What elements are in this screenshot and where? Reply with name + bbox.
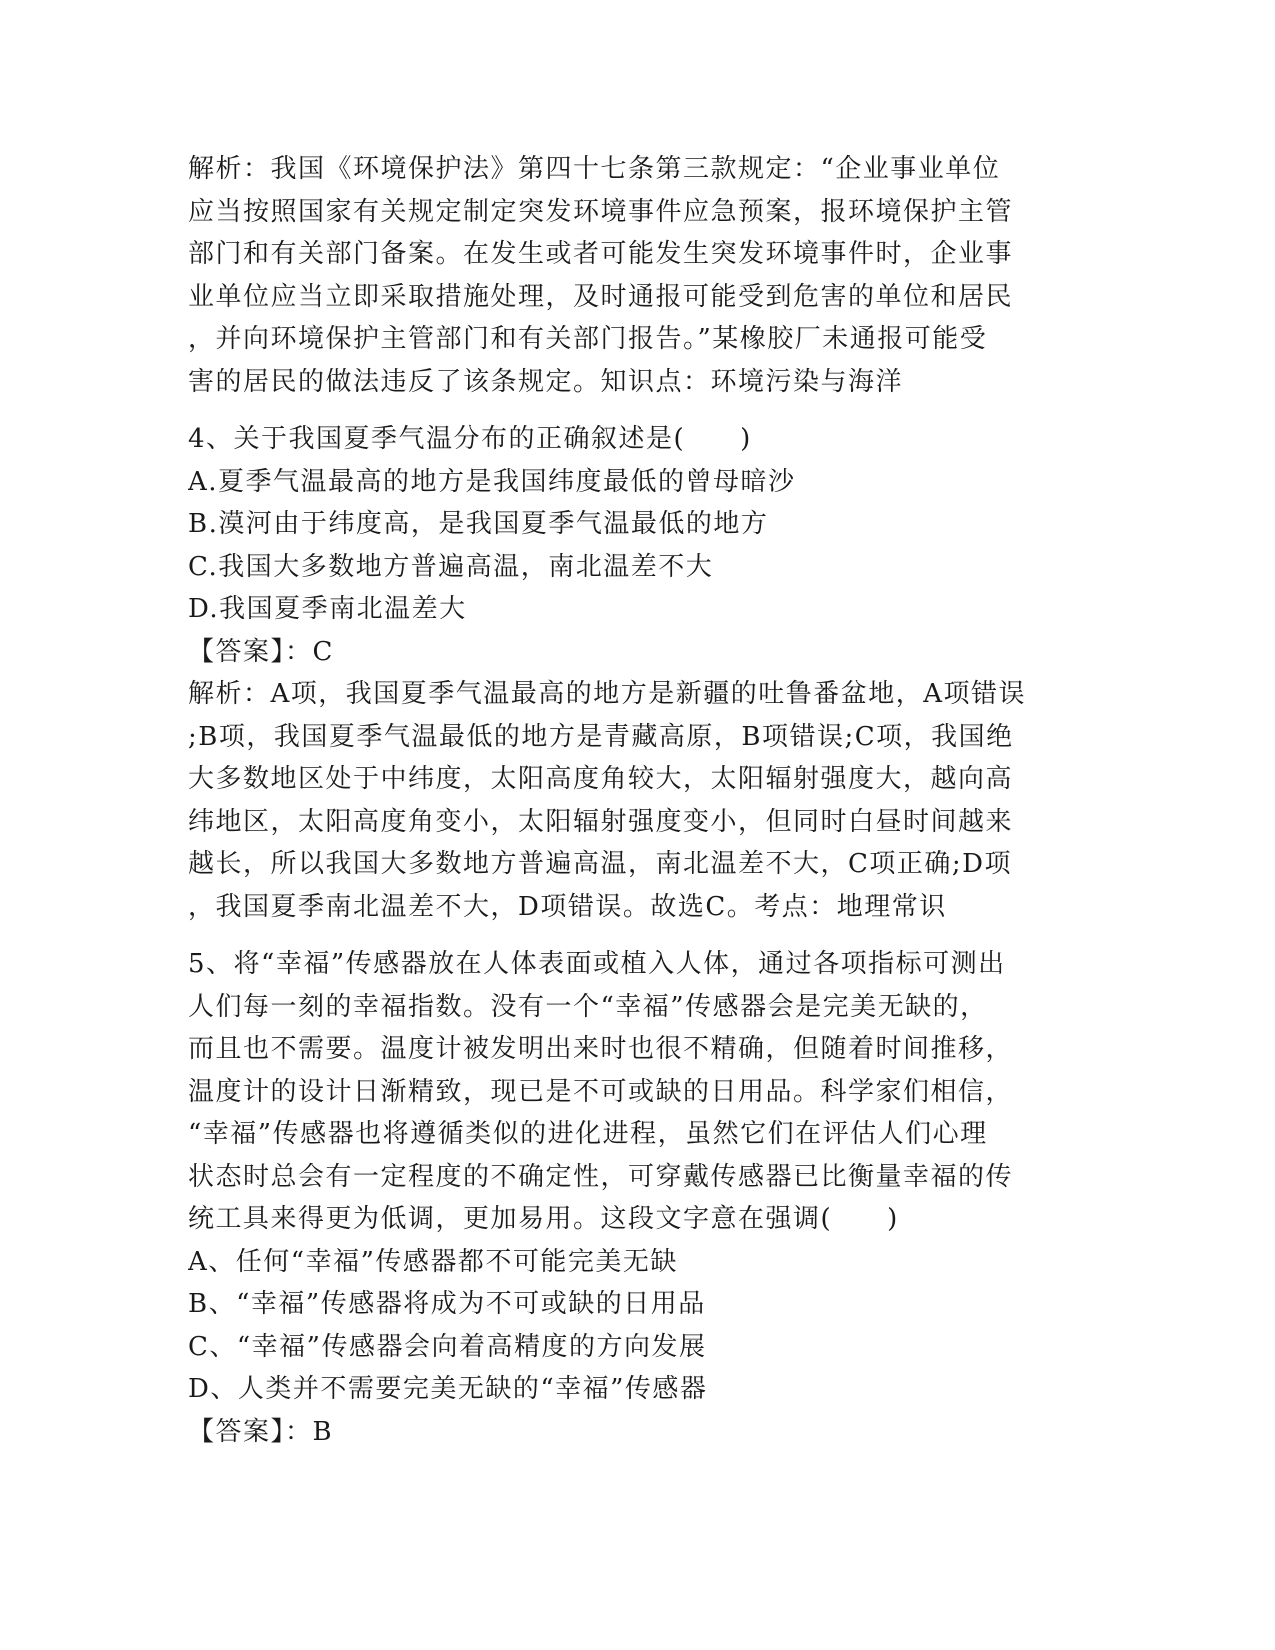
document-page <box>188 148 1088 1453</box>
question-stem-line: 5、将“幸福”传感器放在人体表面或植入人体，通过各项指标可测出 <box>188 949 1006 979</box>
question-stem-line: “幸福”传感器也将遵循类似的进化进程，虽然它们在评估人们心理 <box>188 1119 988 1149</box>
analysis-line: 业单位应当立即采取措施处理，及时通报可能受到危害的单位和居民 <box>188 281 1014 312</box>
analysis-line: 应当按照国家有关规定制定突发环境事件应急预案，报环境保护主管 <box>188 196 1014 227</box>
analysis-line: 解析：我国《环境保护法》第四十七条第三款规定：“企业事业单位 <box>188 154 1001 184</box>
option-d: D、人类并不需要完美无缺的“幸福”传感器 <box>188 1374 708 1404</box>
analysis-line: 解析：A项，我国夏季气温最高的地方是新疆的吐鲁番盆地，A项错误 <box>188 679 1027 709</box>
option-c: C.我国大多数地方普遍高温，南北温差不大 <box>188 551 714 582</box>
analysis-line: 纬地区，太阳高度角变小，太阳辐射强度变小，但同时白昼时间越来 <box>188 806 1014 837</box>
question-4 <box>188 418 1088 928</box>
question-5 <box>188 943 1088 1453</box>
analysis-line: 部门和有关部门备案。在发生或者可能发生突发环境事件时，企业事 <box>188 239 1014 269</box>
question-stem-line: 温度计的设计日渐精致，现已是不可或缺的日用品。科学家们相信， <box>188 1076 1014 1107</box>
analysis-line: ;B项，我国夏季气温最低的地方是青藏高原，B项错误;C项，我国绝 <box>188 721 1014 752</box>
question-stem-line: 状态时总会有一定程度的不确定性，可穿戴传感器已比衡量幸福的传 <box>188 1161 1014 1192</box>
option-a: A、任何“幸福”传感器都不可能完美无缺 <box>188 1246 678 1277</box>
question-stem: 4、关于我国夏季气温分布的正确叙述是( ) <box>188 424 752 454</box>
question-stem-line: 统工具来得更为低调，更加易用。这段文字意在强调( ) <box>188 1204 899 1234</box>
analysis-line: ，并向环境保护主管部门和有关部门报告。”某橡胶厂未通报可能受 <box>188 324 988 354</box>
option-c: C、“幸福”传感器会向着高精度的方向发展 <box>188 1331 707 1362</box>
analysis-line: 害的居民的做法违反了该条规定。知识点：环境污染与海洋 <box>188 366 904 397</box>
analysis-line: 大多数地区处于中纬度，太阳高度角较大，太阳辐射强度大，越向高 <box>188 764 1014 794</box>
answer: 【答案】：C <box>188 636 334 667</box>
option-d: D.我国夏季南北温差大 <box>188 594 467 624</box>
option-b: B、“幸福”传感器将成为不可或缺的日用品 <box>188 1289 706 1319</box>
question-stem-line: 人们每一刻的幸福指数。没有一个“幸福”传感器会是完美无缺的， <box>188 991 988 1022</box>
option-a: A.夏季气温最高的地方是我国纬度最低的曾母暗沙 <box>188 466 796 497</box>
answer: 【答案】：B <box>188 1416 334 1447</box>
prev-analysis <box>188 148 1088 403</box>
analysis-line: ，我国夏季南北温差不大，D项错误。故选C。考点：地理常识 <box>188 891 947 922</box>
option-b: B.漠河由于纬度高，是我国夏季气温最低的地方 <box>188 509 769 539</box>
analysis-line: 越长，所以我国大多数地方普遍高温，南北温差不大，C项正确;D项 <box>188 849 1012 879</box>
question-stem-line: 而且也不需要。温度计被发明出来时也很不精确，但随着时间推移， <box>188 1034 1014 1064</box>
